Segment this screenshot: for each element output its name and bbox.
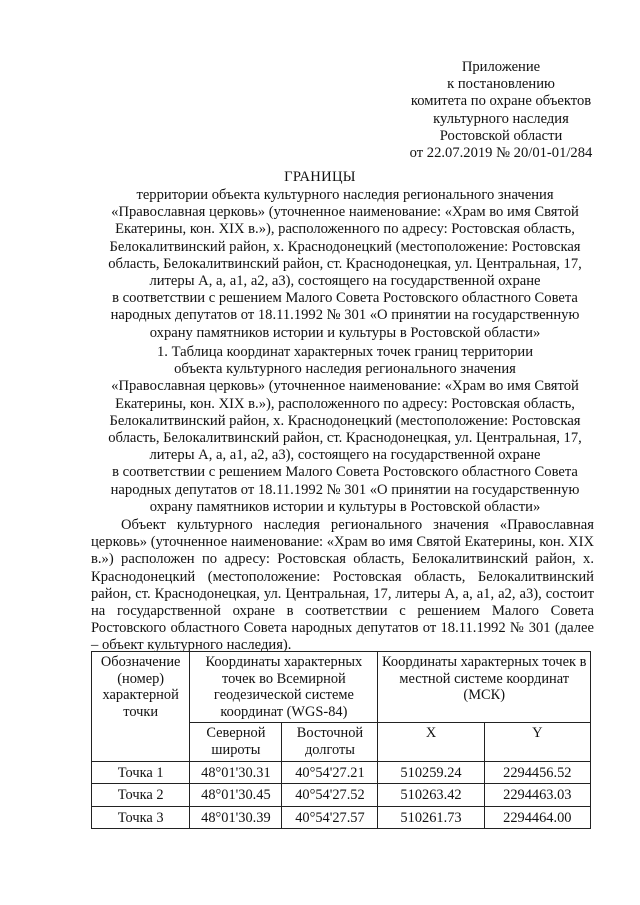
cell-y: 2294456.52 [484, 761, 590, 784]
table-row [92, 784, 591, 807]
section-line: область, Белокалитвинский район, ст. Краснодонецкая, ул. Центральная, 17, [108, 430, 582, 447]
table-row [92, 806, 591, 829]
cell-x: 510263.42 [378, 784, 484, 807]
cell-north: 48°01'30.31 [190, 761, 282, 784]
cell-north: 48°01'30.39 [190, 806, 282, 829]
title-description [80, 187, 610, 342]
header-designation: Обозначение (номер) характерной точки [92, 652, 190, 762]
cell-east: 40°54'27.57 [282, 806, 378, 829]
cell-point: Точка 1 [92, 761, 190, 784]
cell-east: 40°54'27.21 [282, 761, 378, 784]
heading-line: Белокалитвинский район, х. Краснодонецкий (местоположение: Ростовская [109, 238, 581, 255]
heading-line: Екатерины, кон. XIX в.»), расположенного по адресу: Ростовская область, [115, 221, 575, 238]
appendix-line: культурного наследия [433, 110, 569, 127]
section-heading [80, 344, 610, 516]
table-header-row [92, 652, 591, 723]
header-x: X [378, 723, 484, 761]
cell-point: Точка 2 [92, 784, 190, 807]
heading-line: в соответствии с решением Малого Совета Ростовского областного Совета [112, 290, 578, 307]
heading-line: «Православная церковь» (уточненное наименование: «Храм во имя Святой [111, 204, 579, 221]
cell-point: Точка 3 [92, 806, 190, 829]
header-wgs-group: Координаты характерных точек во Всемирной геодезической системе координат (WGS-84) [190, 652, 378, 723]
coordinates-table [91, 651, 591, 829]
document-title: ГРАНИЦЫ [284, 169, 356, 185]
cell-east: 40°54'27.52 [282, 784, 378, 807]
appendix-line: Ростовской области [439, 127, 563, 144]
header-msk-group: Координаты характерных точек в местной системе координат (МСК) [378, 652, 591, 723]
heading-line: литеры А, а, а1, а2, а3), состоящего на государственной охране [149, 273, 541, 290]
heading-line: охрану памятников истории и культуры в Ростовской области» [149, 324, 541, 341]
section-line: Белокалитвинский район, х. Краснодонецкий (местоположение: Ростовская [109, 412, 581, 429]
header-east: Восточной долготы [282, 723, 378, 761]
cell-x: 510259.24 [378, 761, 484, 784]
heading-line: область, Белокалитвинский район, ст. Краснодонецкая, ул. Центральная, 17, [108, 255, 582, 272]
body-paragraph: Объект культурного наследия регионального значения «Православная церковь» (уточненное наименование: «Храм во имя Святой Екатерины, кон. XIX в.») расположен по адресу: Ростовская область, Белокалитвинский район, х. Краснодонецкий (местоположение: Ростовская область, Белокалитвинский район, ст. Краснодонецкая, ул. Центральная, 17, литеры А, а, а1, а2, а3), состоит на государственной охране в соответствии с решением Малого Совета Ростовского областного Совета народных депутатов от 18.11.1992 № 301 (далее – объект культурного наследия). [91, 517, 594, 654]
appendix-line: к постановлению [447, 76, 555, 93]
cell-north: 48°01'30.45 [190, 784, 282, 807]
appendix-line: комитета по охране объектов [410, 93, 592, 110]
cell-y: 2294463.03 [484, 784, 590, 807]
section-line: 1. Таблица координат характерных точек границ территории [156, 344, 534, 360]
appendix-header [396, 59, 606, 162]
section-line: объекта культурного наследия регионального значения [174, 361, 516, 378]
appendix-line: Приложение [461, 59, 541, 75]
section-line: народных депутатов от 18.11.1992 № 301 «О принятии на государственную [110, 481, 580, 498]
section-line: в соответствии с решением Малого Совета Ростовского областного Совета [112, 464, 578, 481]
section-line: литеры А, а, а1, а2, а3), состоящего на государственной охране [149, 447, 541, 464]
cell-x: 510261.73 [378, 806, 484, 829]
cell-y: 2294464.00 [484, 806, 590, 829]
header-y: Y [484, 723, 590, 761]
section-line: охрану памятников истории и культуры в Ростовской области» [149, 498, 541, 515]
appendix-line: от 22.07.2019 № 20/01-01/284 [409, 145, 593, 162]
heading-line: народных депутатов от 18.11.1992 № 301 «О принятии на государственную [110, 307, 580, 324]
heading-line: территории объекта культурного наследия регионального значения [136, 187, 554, 203]
section-line: «Православная церковь» (уточненное наименование: «Храм во имя Святой [111, 378, 579, 395]
header-north: Северной широты [190, 723, 282, 761]
section-line: Екатерины, кон. XIX в.»), расположенного по адресу: Ростовская область, [115, 395, 575, 412]
table-row [92, 761, 591, 784]
